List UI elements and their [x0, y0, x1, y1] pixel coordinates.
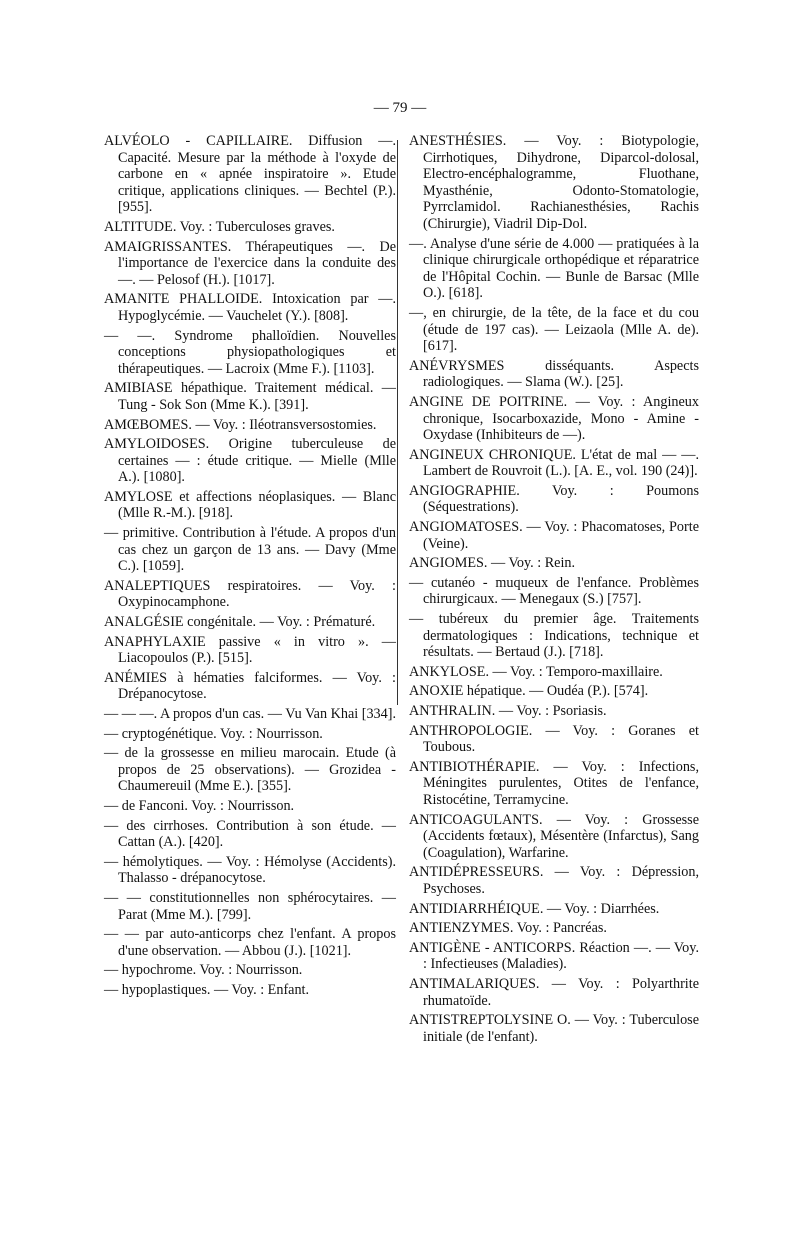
index-entry: ANTIDIARRHÉIQUE. — Voy. : Diarrhées.: [409, 900, 660, 917]
index-entry: ANÉMIES à hématies falciformes. — Voy. : Drépanocytose.: [104, 669, 396, 703]
index-entry: —. Analyse d'une série de 4.000 — pratiquées à la clinique chirurgicale orthopédique et réparatrice de l'Hôpital Cochin. — Bunle de Barsac (Mlle O.). [618].: [409, 235, 699, 302]
index-entry: AMYLOIDOSES. Origine tuberculeuse de certaines — : étude critique. — Mielle (Mlle A.). [1080].: [104, 436, 396, 486]
index-entry: ANESTHÉSIES. — Voy. : Biotypologie, Cirrhotiques, Dihydrone, Diparcol-dolosal, Electro-encéphalogramme, Fluothane, Myasthénie, Odonto-Stomatologie, Pyrrclamidol. Rachianesthésies, Rachis (Chirurgie), Viadril Dip-Dol.: [409, 133, 699, 232]
index-entry: ANGINEUX CHRONIQUE. L'état de mal — —. Lambert de Rouvroit (L.). [A. E., vol. 190 (24)].: [409, 446, 699, 480]
index-entry: — — par auto-anticorps chez l'enfant. A propos d'une observation. — Abbou (J.). [1021].: [104, 926, 396, 959]
index-entry: AMŒBOMES. — Voy. : Iléotransversostomies.: [104, 416, 377, 433]
index-entry: ANALGÉSIE congénitale. — Voy. : Prématuré.: [104, 614, 376, 631]
index-entry: ANGIOMATOSES. — Voy. : Phacomatoses, Porte (Veine).: [409, 519, 699, 552]
index-entry: ANAPHYLAXIE passive « in vitro ». —Liacopoulos (P.). [515].: [104, 633, 396, 667]
index-entry: — cryptogénétique. Voy. : Nourrisson.: [104, 725, 323, 742]
index-entry: AMAIGRISSANTES. Thérapeutiques —. De l'importance de l'exercice dans la conduite des —. — Pelosof (H.). [1017].: [104, 238, 396, 288]
index-entry: — hypoplastiques. — Voy. : Enfant.: [104, 981, 310, 998]
index-entry: — tubéreux du premier âge. Traitements dermatologiques : Indications, technique et résultats. — Bertaud (J.). [718].: [409, 611, 699, 661]
index-entry: — de Fanconi. Voy. : Nourrisson.: [104, 797, 295, 814]
index-entry: — primitive. Contribution à l'étude. A propos d'un cas chez un garçon de 13 ans. — Davy (Mme C.). [1059].: [104, 525, 396, 575]
index-entry: ANALEPTIQUES respiratoires. — Voy. : Oxypinocamphone.: [104, 577, 396, 611]
index-entry: —, en chirurgie, de la tête, de la face et du cou (étude de 197 cas). — Leizaola (Mlle A. de). [617].: [409, 304, 699, 355]
index-entry: ANGIOGRAPHIE. Voy. : Poumons (Séquestrations).: [409, 482, 699, 516]
index-entry: ANTIENZYMES. Voy. : Pancréas.: [409, 920, 607, 937]
index-entry: — de la grossesse en milieu marocain. Etude (à propos de 25 observations). — Grozidea - Chaumereuil (Mme E.). [355].: [104, 745, 396, 795]
index-entry: AMANITE PHALLOIDE. Intoxication par —. Hypoglycémie. — Vauchelet (Y.). [808].: [104, 291, 396, 324]
page-number: — 79 —: [373, 100, 427, 116]
index-entry: — hémolytiques. — Voy. : Hémolyse (Accidents). Thalasso - drépanocytose.: [104, 853, 396, 887]
index-entry: ANTIDÉPRESSEURS. — Voy. : Dépression, Psychoses.: [409, 864, 699, 897]
index-entry: ANÉVRYSMES disséquants. Aspects radiologiques. — Slama (W.). [25].: [409, 357, 699, 391]
index-entry: ALTITUDE. Voy. : Tuberculoses graves.: [104, 218, 335, 235]
index-entry: ANTHRALIN. — Voy. : Psoriasis.: [409, 703, 607, 719]
left-column: [104, 133, 396, 1002]
index-entry: ANGINE DE POITRINE. — Voy. : Angineux chronique, Isocarboxazide, Mono - Amine - Oxydase (Inhibiteurs de —).: [409, 393, 699, 444]
index-entry: — — —. A propos d'un cas. — Vu Van Khai [334].: [104, 706, 397, 722]
index-entry: — — constitutionnelles non sphérocytaires. — Parat (Mme M.). [799].: [104, 889, 396, 923]
index-entry: ANKYLOSE. — Voy. : Temporo-maxillaire.: [409, 663, 663, 680]
index-entry: — des cirrhoses. Contribution à son étude. — Cattan (A.). [420].: [104, 817, 396, 851]
index-entry: — hypochrome. Voy. : Nourrisson.: [104, 962, 303, 979]
index-entry: ANTISTREPTOLYSINE O. — Voy. : Tuberculose initiale (de l'enfant).: [409, 1012, 699, 1045]
index-entry: — cutanéo - muqueux de l'enfance. Problèmes chirurgicaux. — Menegaux (S.) [757].: [409, 574, 699, 608]
index-entry: AMIBIASE hépathique. Traitement médical. — Tung - Sok Son (Mme K.). [391].: [104, 380, 396, 413]
index-entry: ANGIOMES. — Voy. : Rein.: [409, 555, 576, 572]
index-entry: ANTIMALARIQUES. — Voy. : Polyarthrite rhumatoïde.: [409, 975, 699, 1009]
index-entry: AMYLOSE et affections néoplasiques. — Blanc (Mlle R.-M.). [918].: [104, 488, 396, 522]
column-divider: [397, 140, 398, 705]
index-entry: ANTIGÈNE - ANTICORPS. Réaction —. — Voy. : Infectieuses (Maladies).: [409, 939, 699, 973]
index-entry: ANTHROPOLOGIE. — Voy. : Goranes et Toubous.: [409, 722, 699, 756]
index-entry: — —. Syndrome phalloïdien. Nouvelles conceptions physiopathologiques et thérapeutiques. — Lacroix (Mme F.). [1103].: [104, 327, 396, 377]
index-entry: ANTIBIOTHÉRAPIE. — Voy. : Infections, Méningites purulentes, Otites de l'enfance, Ristocétine, Terramycine.: [409, 758, 699, 808]
index-entry: ANOXIE hépatique. — Oudéa (P.). [574].: [409, 683, 649, 700]
index-entry: ANTICOAGULANTS. — Voy. : Grossesse (Accidents fœtaux), Mésentère (Infarctus), Sang (Coagulation), Warfarine.: [409, 811, 699, 861]
index-entry: ALVÉOLO - CAPILLAIRE. Diffusion —. Capacité. Mesure par la méthode à l'oxyde de carbone en « apnée inspiratoire ». Etude critique, applications cliniques. — Bechtel (P.). [955].: [104, 133, 396, 216]
right-column: [409, 133, 699, 1048]
